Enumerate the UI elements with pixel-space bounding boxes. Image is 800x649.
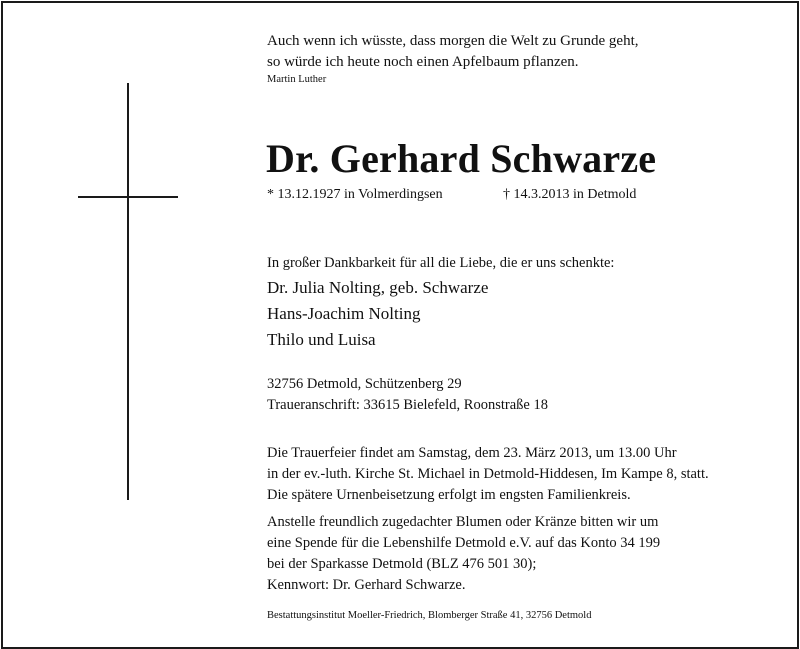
mourner-3: Thilo und Luisa <box>267 330 376 349</box>
death-date: † 14.3.2013 in Detmold <box>503 187 637 202</box>
donation-line-2: eine Spende für die Lebenshilfe Detmold e.V. auf das Konto 34 199 <box>267 535 661 551</box>
deceased-name: Dr. Gerhard Schwarze <box>266 136 657 181</box>
quote-line-1: Auch wenn ich wüsste, dass morgen die Welt zu Grunde geht, <box>267 33 639 49</box>
mourner-2: Hans-Joachim Nolting <box>267 304 421 323</box>
quote-line-2: so würde ich heute noch einen Apfelbaum pflanzen. <box>267 54 579 70</box>
birth-date: * 13.12.1927 in Volmerdingsen <box>267 187 443 202</box>
cross-vertical-bar <box>127 83 129 500</box>
ceremony-line-2: in der ev.-luth. Kirche St. Michael in Detmold-Hiddesen, Im Kampe 8, statt. <box>267 466 709 482</box>
ceremony-line-3: Die spätere Urnenbeisetzung erfolgt im engsten Familienkreis. <box>267 487 631 503</box>
mourner-1: Dr. Julia Nolting, geb. Schwarze <box>267 278 489 297</box>
donation-line-3: bei der Sparkasse Detmold (BLZ 476 501 30); <box>267 556 537 572</box>
ceremony-line-1: Die Trauerfeier findet am Samstag, dem 23. März 2013, um 13.00 Uhr <box>267 445 677 461</box>
cross-horizontal-bar <box>78 196 178 198</box>
address-line-1: 32756 Detmold, Schützenberg 29 <box>267 376 462 392</box>
thanks-line: In großer Dankbarkeit für all die Liebe, die er uns schenkte: <box>267 255 615 271</box>
donation-line-1: Anstelle freundlich zugedachter Blumen oder Kränze bitten wir um <box>267 514 659 530</box>
quote-author: Martin Luther <box>267 74 327 85</box>
address-line-2: Traueranschrift: 33615 Bielefeld, Roonstraße 18 <box>267 397 548 413</box>
donation-line-4: Kennwort: Dr. Gerhard Schwarze. <box>267 577 466 593</box>
funeral-home: Bestattungsinstitut Moeller-Friedrich, Blomberger Straße 41, 32756 Detmold <box>267 610 592 621</box>
